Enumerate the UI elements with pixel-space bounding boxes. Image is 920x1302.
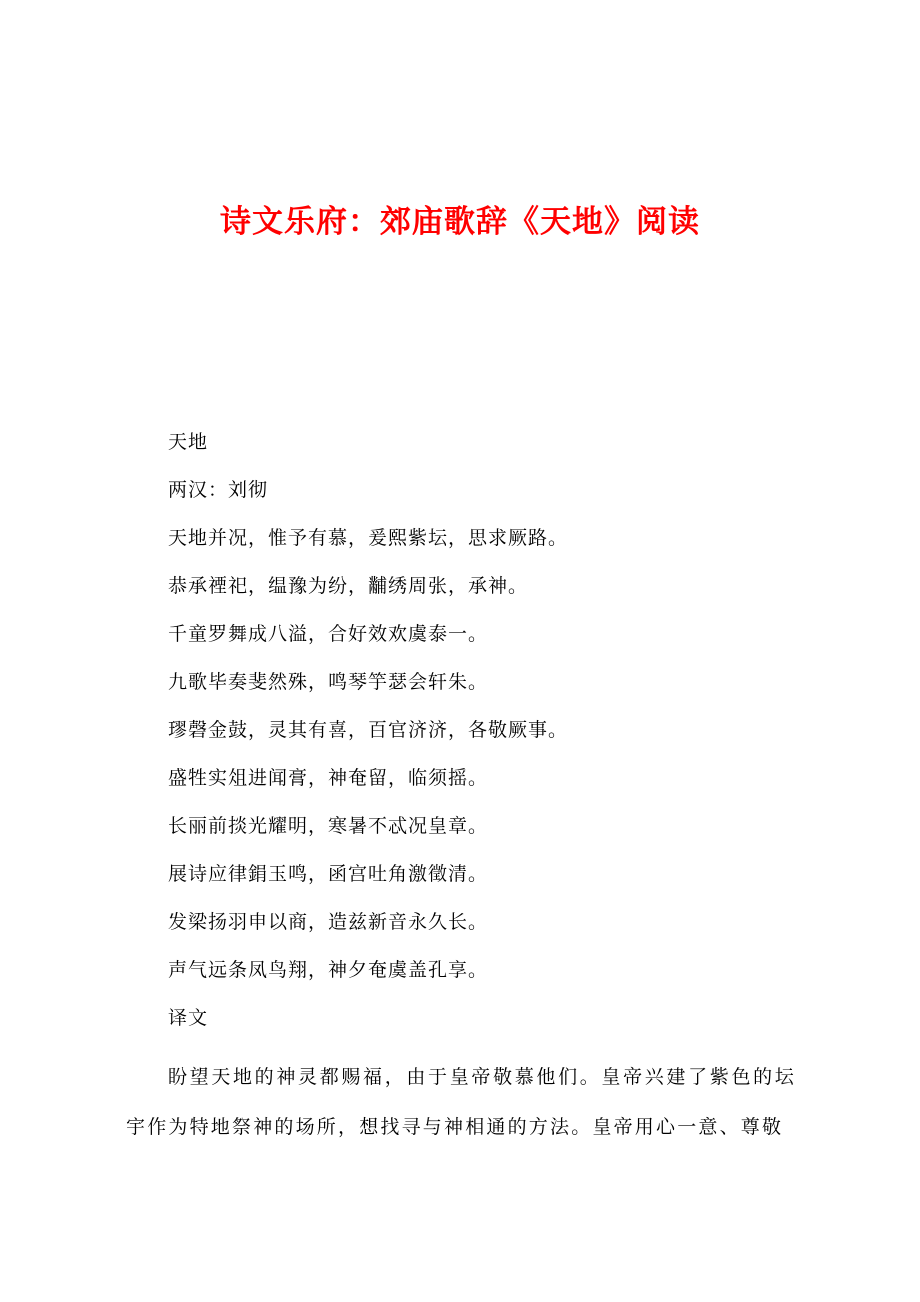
poem-line: 长丽前掞光耀明，寒暑不忒况皇章。	[168, 815, 489, 837]
poem-line: 声气远条凤鸟翔，神夕奄虞盖孔享。	[168, 959, 489, 981]
translation-paragraph: 盼望天地的神灵都赐福，由于皇帝敬慕他们。皇帝兴建了紫色的坛宇作为特地祭神的场所，想找寻与神相通的方法。皇帝用心一意、尊敬	[126, 1066, 796, 1138]
poem-title: 天地	[168, 431, 209, 453]
poem-line: 盛牲实俎进闻膏，神奄留，临须摇。	[168, 767, 489, 789]
poem-line: 展诗应律鋗玉鸣，函宫吐角激徵清。	[168, 863, 489, 885]
translation-heading: 译文	[168, 1007, 209, 1029]
poem-line: 九歌毕奏斐然殊，鸣琴竽瑟会轩朱。	[168, 671, 489, 693]
poem-line: 千童罗舞成八溢，合好效欢虞泰一。	[168, 623, 489, 645]
document-title: 诗文乐府：郊庙歌辞《天地》阅读	[220, 204, 700, 240]
poem-block	[168, 428, 808, 1052]
poem-line: 天地并况，惟予有慕，爰熙紫坛，思求厥路。	[168, 527, 569, 549]
poem-line: 发梁扬羽申以商，造兹新音永久长。	[168, 911, 489, 933]
poem-line: 恭承禋祀，缊豫为纷，黼绣周张，承神。	[168, 575, 529, 597]
poem-author: 两汉：刘彻	[168, 479, 269, 501]
poem-line: 璆磬金鼓，灵其有喜，百官济济，各敬厥事。	[168, 719, 569, 741]
